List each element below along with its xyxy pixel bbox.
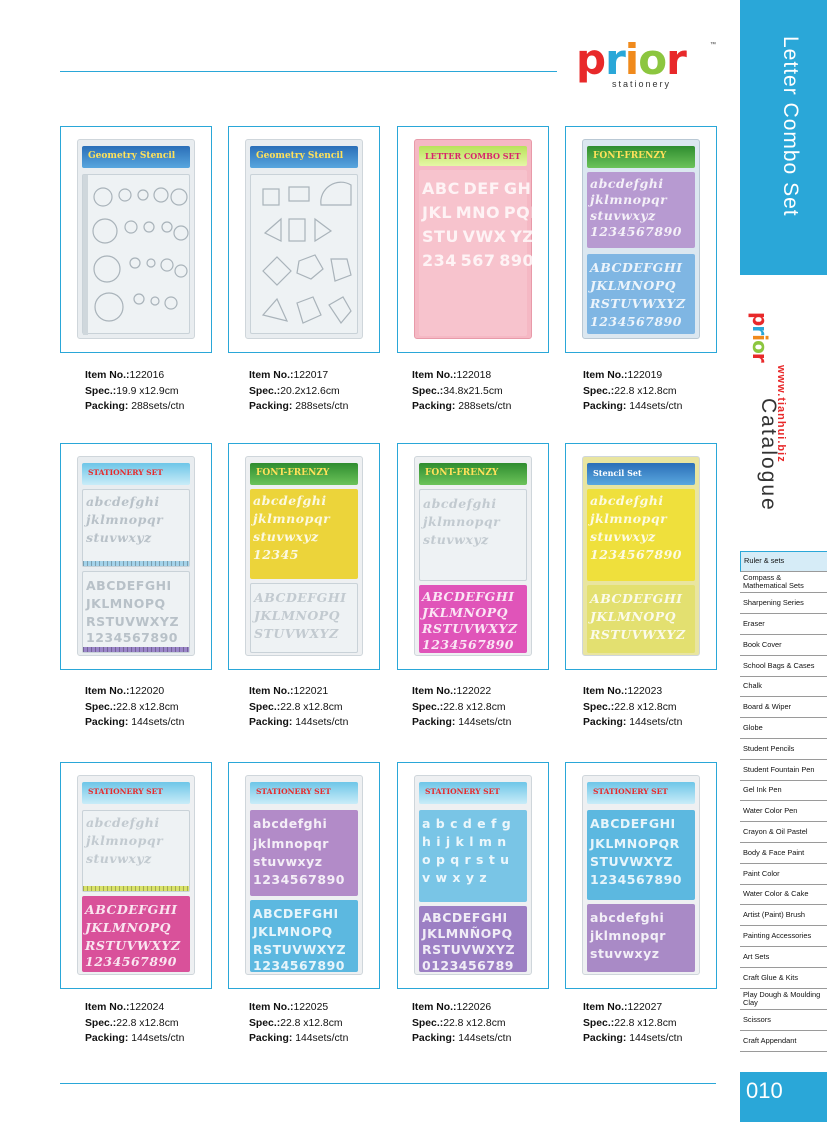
category-item[interactable]: Painting Accessories — [740, 926, 827, 947]
product-info: Item No.:122017 Spec.:20.2x12.6cm Packing: 288sets/ctn — [249, 370, 349, 412]
product-info: Item No.:122023 Spec.:22.8 x12.8cm Packing: 144sets/ctn — [583, 686, 683, 728]
category-item[interactable]: Artist (Paint) Brush — [740, 905, 827, 926]
stencil-package — [77, 456, 195, 656]
stencil-package — [582, 775, 700, 975]
top-divider — [60, 71, 557, 72]
shape-template — [250, 174, 358, 334]
category-item[interactable]: Play Dough & Moulding Clay — [740, 989, 827, 1011]
package-header: STATIONERY SET — [250, 782, 358, 804]
category-item[interactable]: Ruler & sets — [740, 551, 827, 572]
package-header: STATIONERY SET — [587, 782, 695, 804]
package-header: LETTER COMBO SET — [419, 146, 527, 166]
product-image-frame[interactable] — [565, 126, 717, 353]
product-image-frame[interactable] — [228, 126, 380, 353]
uppercase-stencil: ABCDEFGHI JKLMNOPQ RSTUVWXYZ — [587, 585, 695, 653]
section-title: Letter Combo Set — [779, 36, 802, 217]
lowercase-stencil: abcdefghi jklmnopqr stuvwxyz 12345 — [250, 489, 358, 579]
uppercase-stencil: ABCDEFGHI JKLMNOPQ RSTUVWXYZ 1234567890 — [587, 254, 695, 334]
trademark-mark: ™ — [710, 42, 716, 48]
product-info: Item No.:122026 Spec.:22.8 x12.8cm Packing: 144sets/ctn — [412, 1002, 512, 1044]
product-info: Item No.:122016 Spec.:19.9 x12.9cm Packing: 288sets/ctn — [85, 370, 185, 412]
product-image-frame[interactable] — [565, 762, 717, 989]
uppercase-stencil: ABCDEFGHI JKLMNOPQ STUVWXYZ — [250, 583, 358, 653]
stencil-package — [582, 139, 700, 339]
lowercase-stencil: abcdefghi jklmnopqr stuvwxyz — [82, 810, 190, 892]
category-item[interactable]: Gel Ink Pen — [740, 781, 827, 802]
prior-logo — [576, 35, 716, 90]
category-item[interactable]: Craft Appendant — [740, 1031, 827, 1052]
package-header: Geometry Stencil — [82, 146, 190, 168]
lowercase-stencil: a b c d e f g h i j k l m n o p q r s t u v w x y z — [419, 810, 527, 902]
stencil-package — [77, 775, 195, 975]
product-image-frame[interactable] — [228, 762, 380, 989]
uppercase-stencil: ABCDEFGHI JKLMNOPQ RSTUVWXYZ 1234567890 — [82, 571, 190, 653]
bottom-divider — [60, 1083, 716, 1084]
stencil-package — [582, 456, 700, 656]
category-item[interactable]: Eraser — [740, 614, 827, 635]
stencil-package — [245, 139, 363, 339]
product-info: Item No.:122022 Spec.:22.8 x12.8cm Packing: 144sets/ctn — [412, 686, 512, 728]
category-item[interactable]: Globe — [740, 718, 827, 739]
sidebar-logo: prior — [748, 312, 772, 362]
category-item[interactable]: Student Pencils — [740, 739, 827, 760]
letter-stencil-panel: ABC DEF GHI JKL MNO PQR STU VWX YZ1 234 567 890 — [419, 170, 527, 336]
product-info: Item No.:122024 Spec.:22.8 x12.8cm Packing: 144sets/ctn — [85, 1002, 185, 1044]
stencil-package — [245, 456, 363, 656]
product-info: Item No.:122019 Spec.:22.8 x12.8cm Packing: 144sets/ctn — [583, 370, 683, 412]
category-list — [740, 551, 827, 1052]
uppercase-stencil: ABCDEFGHI JKLMNOPQ RSTUVWXYZ 1234567890 — [82, 896, 190, 972]
product-info: Item No.:122025 Spec.:22.8 x12.8cm Packing: 144sets/ctn — [249, 1002, 349, 1044]
category-item[interactable]: Sharpening Series — [740, 593, 827, 614]
logo-wordmark: prior — [576, 35, 686, 84]
logo-tagline: stationery — [612, 79, 672, 89]
product-image-frame[interactable] — [397, 443, 549, 670]
lowercase-stencil: abcdefghi jklmnopqr stuvwxyz — [82, 489, 190, 567]
category-item[interactable]: Chalk — [740, 677, 827, 698]
product-info: Item No.:122020 Spec.:22.8 x12.8cm Packing: 144sets/ctn — [85, 686, 185, 728]
stencil-package — [245, 775, 363, 975]
uppercase-stencil: ABCDEFGHI JKLMNOPQ RSTUVWXYZ 1234567890 — [419, 585, 527, 653]
product-image-frame[interactable] — [397, 762, 549, 989]
product-info: Item No.:122021 Spec.:22.8 x12.8cm Packing: 144sets/ctn — [249, 686, 349, 728]
category-item[interactable]: Craft Glue & Kits — [740, 968, 827, 989]
category-item[interactable]: Scissors — [740, 1010, 827, 1031]
package-header: FONT-FRENZY — [250, 463, 358, 485]
package-header: STATIONERY SET — [82, 782, 190, 804]
circle-template — [82, 174, 190, 334]
category-item[interactable]: Compass & Mathematical Sets — [740, 572, 827, 594]
product-image-frame[interactable] — [565, 443, 717, 670]
shape-stencil-graphic — [251, 175, 359, 335]
uppercase-stencil: ABCDEFGHI JKLMNOPQ RSTUVWXYZ 1234567890 — [250, 900, 358, 972]
package-header: FONT-FRENZY — [419, 463, 527, 485]
product-info: Item No.:122018 Spec.:34.8x21.5cm Packing: 288sets/ctn — [412, 370, 512, 412]
stencil-package — [414, 456, 532, 656]
circle-stencil-graphic — [83, 175, 191, 335]
stencil-package — [414, 139, 547, 339]
package-header: Stencil Set — [587, 463, 695, 485]
package-header: FONT-FRENZY — [587, 146, 695, 168]
category-item[interactable]: Water Color & Cake — [740, 885, 827, 906]
lowercase-stencil: abcdefghi jklmnopqr stuvwxyz 1234567890 — [587, 172, 695, 248]
category-item[interactable]: Crayon & Oil Pastel — [740, 822, 827, 843]
lowercase-stencil: abcdefghi jklmnopqr stuvwxyz — [587, 904, 695, 972]
page-number: 010 — [740, 1072, 827, 1122]
category-item[interactable]: School Bags & Cases — [740, 656, 827, 677]
category-item[interactable]: Board & Wiper — [740, 697, 827, 718]
product-image-frame[interactable] — [60, 126, 212, 353]
package-header: STATIONERY SET — [419, 782, 527, 804]
category-item[interactable]: Water Color Pen — [740, 801, 827, 822]
package-header: Geometry Stencil — [250, 146, 358, 168]
category-item[interactable]: Book Cover — [740, 635, 827, 656]
category-item[interactable]: Art Sets — [740, 947, 827, 968]
product-image-frame[interactable] — [60, 762, 212, 989]
stencil-package — [77, 139, 195, 339]
package-header: STATIONERY SET — [82, 463, 190, 485]
product-info: Item No.:122027 Spec.:22.8 x12.8cm Packing: 144sets/ctn — [583, 1002, 683, 1044]
category-item[interactable]: Student Fountain Pen — [740, 760, 827, 781]
product-image-frame[interactable] — [228, 443, 380, 670]
lowercase-stencil: abcdefghi jklmnopqr stuvwxyz 1234567890 — [587, 489, 695, 581]
uppercase-stencil: ABCDEFGHI JKLMNOPQR STUVWXYZ 1234567890 — [587, 810, 695, 900]
uppercase-stencil: ABCDEFGHI JKLMNÑOPQ RSTUVWXYZ 0123456789 — [419, 906, 527, 972]
catalogue-label: Catalogue — [757, 398, 780, 512]
product-image-frame[interactable] — [60, 443, 212, 670]
website-url[interactable]: www.tianhui.biz — [775, 365, 787, 463]
product-image-frame[interactable] — [397, 126, 549, 353]
category-item[interactable]: Paint Color — [740, 864, 827, 885]
category-item[interactable]: Body & Face Paint — [740, 843, 827, 864]
lowercase-stencil: abcdefghi jklmnopqr stuvwxyz 1234567890 — [250, 810, 358, 896]
lowercase-stencil: abcdefghi jklmnopqr stuvwxyz — [419, 489, 527, 581]
stencil-package — [414, 775, 532, 975]
